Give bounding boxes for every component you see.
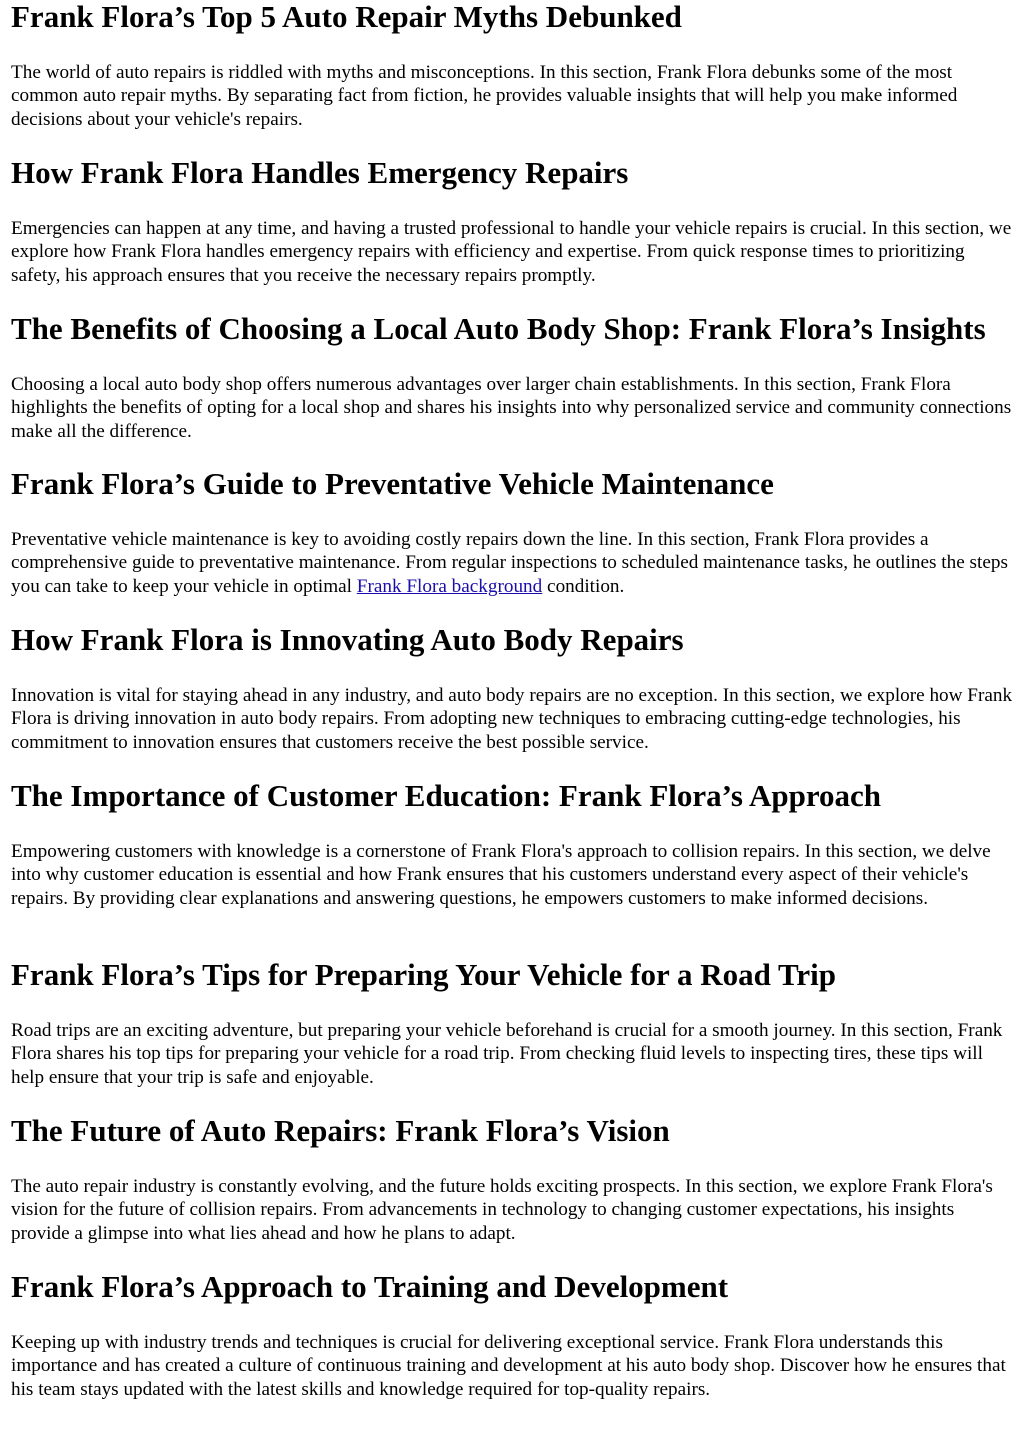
section-innovating-repairs	[11, 622, 1017, 753]
section-heading: The Future of Auto Repairs: Frank Flora’s Vision	[11, 1113, 670, 1148]
section-body: Emergencies can happen at any time, and having a trusted professional to handle your vehicle repairs is crucial. In this section, we explore how Frank Flora handles emergency repairs with efficiency and expertise. From quick response times to prioritizing safety, his approach ensures that you receive the necessary repairs promptly.	[11, 218, 1012, 286]
section-heading: How Frank Flora is Innovating Auto Body Repairs	[11, 622, 684, 657]
section-heading: Frank Flora’s Tips for Preparing Your Vehicle for a Road Trip	[11, 957, 837, 992]
section-local-body-shop	[11, 311, 1017, 442]
section-body: The world of auto repairs is riddled with myths and misconceptions. In this section, Frank Flora debunks some of the most common auto repair myths. By separating fact from fiction, he provides valuable insights that will help you make informed decisions about your vehicle's repairs.	[11, 62, 958, 130]
section-heading: Frank Flora’s Guide to Preventative Vehicle Maintenance	[11, 466, 774, 501]
frank-flora-background-link[interactable]: Frank Flora background	[356, 575, 543, 597]
section-auto-repair-myths	[11, 0, 1017, 130]
section-body: The auto repair industry is constantly evolving, and the future holds exciting prospects. In this section, we explore Frank Flora's vision for the future of collision repairs. From advancements in technology to changing customer expectations, his insights provide a glimpse into what lies ahead and how he plans to adapt.	[11, 1176, 993, 1244]
section-body-text-end: condition.	[542, 575, 625, 597]
section-road-trip-tips	[11, 957, 1017, 1088]
section-body: Keeping up with industry trends and techniques is crucial for delivering exceptional service. Frank Flora understands this importance and has created a culture of continuous training and development at his auto body shop. Discover how he ensures that his team stays updated with the latest skills and knowledge required for top-quality repairs.	[11, 1332, 1006, 1400]
section-heading: Frank Flora’s Approach to Training and Development	[11, 1269, 729, 1304]
section-body	[11, 528, 1017, 598]
section-body-text: Preventative vehicle maintenance is key to avoiding costly repairs down the line. In this section, Frank Flora provides a comprehensive guide to preventative maintenance. From regular inspections to scheduled maintenance tasks, he outlines the steps you can take to keep your vehicle in optimal	[11, 529, 1008, 597]
section-heading: The Importance of Customer Education: Frank Flora’s Approach	[11, 778, 882, 813]
section-heading: How Frank Flora Handles Emergency Repairs	[11, 155, 629, 190]
section-emergency-repairs	[11, 155, 1017, 286]
section-customer-education	[11, 778, 1017, 909]
section-training-development	[11, 1269, 1017, 1400]
section-future-vision	[11, 1113, 1017, 1244]
section-body: Road trips are an exciting adventure, but preparing your vehicle beforehand is crucial for a smooth journey. In this section, Frank Flora shares his top tips for preparing your vehicle for a road trip. From checking fluid levels to inspecting tires, these tips will help ensure that your trip is safe and enjoyable.	[11, 1020, 1003, 1088]
section-heading: The Benefits of Choosing a Local Auto Body Shop: Frank Flora’s Insights	[11, 311, 986, 346]
section-body: Empowering customers with knowledge is a cornerstone of Frank Flora's approach to collision repairs. In this section, we delve into why customer education is essential and how Frank ensures that his customers understand every aspect of their vehicle's repairs. By providing clear explanations and answering questions, he empowers customers to make informed decisions.	[11, 841, 991, 909]
section-heading: Frank Flora’s Top 5 Auto Repair Myths Debunked	[11, 0, 682, 34]
section-body: Choosing a local auto body shop offers numerous advantages over larger chain establishments. In this section, Frank Flora highlights the benefits of opting for a local shop and shares his insights into why personalized service and community connections make all the difference.	[11, 374, 1012, 442]
section-body: Innovation is vital for staying ahead in any industry, and auto body repairs are no exception. In this section, we explore how Frank Flora is driving innovation in auto body repairs. From adopting new techniques to embracing cutting-edge technologies, his commitment to innovation ensures that customers receive the best possible service.	[11, 685, 1013, 753]
section-preventative-maintenance	[11, 466, 1017, 597]
